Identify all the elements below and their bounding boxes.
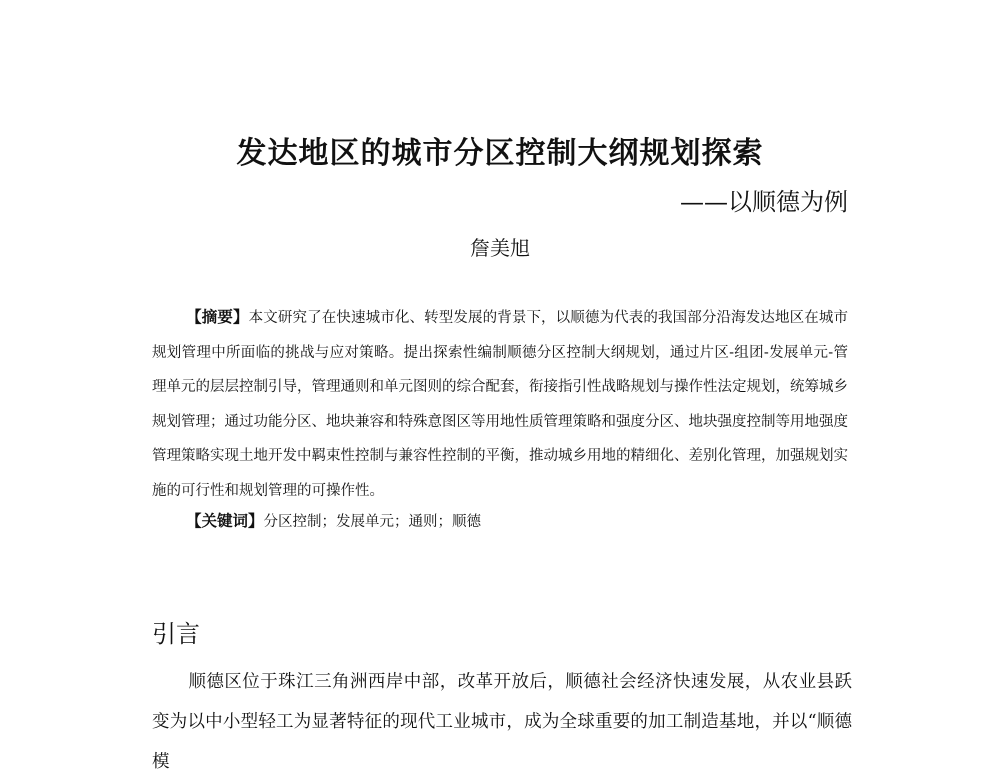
body-paragraph-text: 顺德区位于珠江三角洲西岸中部，改革开放后，顺德社会经济快速发展，从农业县跃变为以中小型轻工为显著特征的现代工业城市，成为全球重要的加工制造基地，并以“顺德模 — [152, 672, 852, 772]
abstract — [152, 300, 848, 508]
keywords-text: 分区控制；发展单元；通则；顺德 — [263, 514, 482, 530]
body-paragraph — [152, 662, 852, 782]
paper-title: 发达地区的城市分区控制大纲规划探索 — [236, 136, 764, 171]
paper-subtitle: ——以顺德为例 — [680, 188, 848, 216]
keywords-label: 【关键词】 — [186, 512, 264, 530]
abstract-text: 本文研究了在快速城市化、转型发展的背景下，以顺德为代表的我国部分沿海发达地区在城市规划管理中所面临的挑战与应对策略。提出探索性编制顺德分区控制大纲规划，通过片区-组团-发展单元-管理单元的层层控制引导，管理通则和单元图则的综合配套，衔接指引性战略规划与操作性法定规划，统筹城乡规划管理；通过功能分区、地块兼容和特殊意图区等用地性质管理策略和强度分区、地块强度控制等用地强度管理策略实现土地开发中羁束性控制与兼容性控制的平衡，推动城乡用地的精细化、差别化管理，加强规划实施的可行性和规划管理的可操作性。 — [152, 310, 848, 499]
keywords — [186, 506, 848, 537]
section-heading: 引言 — [152, 620, 200, 648]
abstract-label: 【摘要】 — [186, 308, 249, 326]
author-name: 詹美旭 — [470, 236, 530, 260]
